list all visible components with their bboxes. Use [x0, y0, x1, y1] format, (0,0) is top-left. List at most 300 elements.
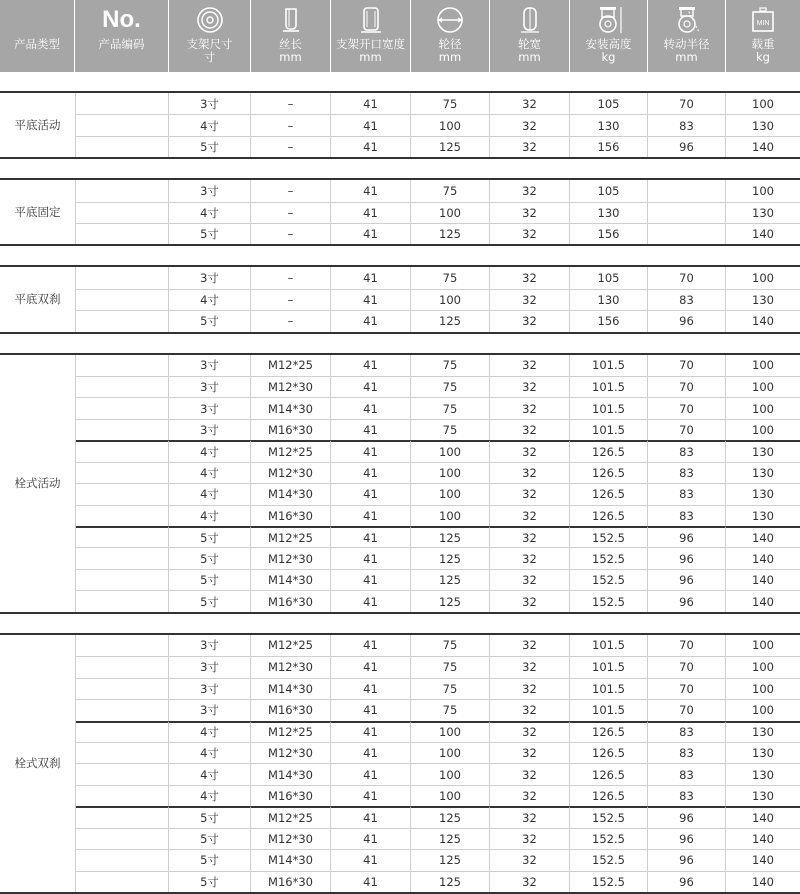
cell-code: [75, 180, 169, 201]
cell-mount-height: 126.5: [570, 483, 648, 504]
cell-wheel-diameter: 125: [411, 526, 490, 547]
cell-wheel-width: 32: [490, 547, 570, 568]
cell-wheel-width: 32: [490, 505, 570, 526]
cell-bracket-width: 41: [331, 871, 411, 892]
cell-load: 140: [726, 849, 800, 870]
cell-bracket-width: 41: [331, 721, 411, 742]
cell-wheel-diameter: 75: [411, 678, 490, 699]
cell-size: 5寸: [169, 871, 251, 892]
cell-screw-length: M14*30: [251, 678, 331, 699]
cell-swivel-radius: 70: [648, 93, 726, 114]
group-name: 平底固定: [0, 180, 76, 244]
cell-mount-height: 126.5: [570, 721, 648, 742]
cell-load: 100: [752, 638, 774, 653]
cell-wheel-width: 32: [490, 699, 570, 720]
cell-wheel-width: 32: [490, 590, 570, 611]
cell-load: 130: [726, 763, 800, 784]
cell-wheel-width: 32: [490, 180, 570, 201]
header-label: 转动半径: [663, 37, 710, 51]
cell-mount-height: 152.5: [570, 547, 648, 568]
cell-load: 140: [726, 806, 800, 827]
cell-bracket-width: 41: [331, 635, 411, 656]
cell-code: [75, 590, 169, 611]
cell-code: [75, 721, 169, 742]
cell-screw-length: –: [251, 267, 331, 288]
cell-wheel-diameter: 75: [411, 376, 490, 397]
cell-load: 140: [726, 828, 800, 849]
group-name: 平底双刹: [0, 267, 76, 331]
cell-size: 4寸: [169, 462, 251, 483]
cell-wheel-diameter: 100: [411, 114, 490, 135]
cell-mount-height: 152.5: [570, 806, 648, 827]
cell-screw-length: M12*30: [251, 547, 331, 568]
header-col-radius: [648, 0, 726, 72]
cell-bracket-width: 41: [331, 806, 411, 827]
cell-code: [75, 849, 169, 870]
cell-bracket-width: 41: [331, 590, 411, 611]
cell-screw-length: M12*25: [251, 806, 331, 827]
cell-mount-height: 126.5: [570, 742, 648, 763]
cell-wheel-width: 32: [490, 223, 570, 244]
header-unit: mm: [438, 50, 462, 64]
cell-bracket-width: 41: [331, 462, 411, 483]
cell-bracket-width: 41: [331, 785, 411, 806]
header-col-bracket: [331, 0, 411, 72]
table-row: [0, 785, 800, 806]
cell-wheel-width: 32: [490, 310, 570, 331]
cell-load: 100: [726, 656, 800, 677]
cell-screw-length: M12*30: [251, 742, 331, 763]
cell-wheel-width: 32: [490, 742, 570, 763]
table-row: [0, 742, 800, 763]
no-logo: No.: [102, 6, 141, 33]
cell-load: 130: [726, 505, 800, 526]
cell-bracket-width: 41: [331, 310, 411, 331]
cell-wheel-diameter: 75: [411, 355, 490, 376]
header-label: 安装高度: [585, 37, 632, 51]
cell-load: 130: [726, 202, 800, 223]
table-row: [0, 397, 800, 418]
cell-size: 3寸: [169, 397, 251, 418]
cell-wheel-diameter: 100: [411, 440, 490, 461]
cell-screw-length: –: [251, 310, 331, 331]
cell-wheel-diameter: 100: [411, 289, 490, 310]
cell-bracket-width: 41: [331, 267, 411, 288]
header-col-screw: [251, 0, 331, 72]
cell-size: 3寸: [169, 656, 251, 677]
cell-wheel-width: 32: [490, 114, 570, 135]
header-unit: mm: [675, 50, 698, 64]
cell-load: 140: [726, 871, 800, 892]
cell-mount-height: 101.5: [570, 376, 648, 397]
cell-mount-height: 126.5: [570, 462, 648, 483]
cell-size: 4寸: [169, 114, 251, 135]
cell-mount-height: 152.5: [570, 849, 648, 870]
cell-bracket-width: 41: [331, 763, 411, 784]
cell-bracket-width: 41: [331, 419, 411, 440]
cell-mount-height: 152.5: [570, 526, 648, 547]
cell-code: [75, 355, 169, 376]
cell-swivel-radius: 83: [648, 483, 726, 504]
cell-screw-length: M16*30: [251, 785, 331, 806]
header-col-size: [169, 0, 251, 72]
cell-wheel-width: 32: [490, 806, 570, 827]
table-header: [0, 0, 800, 72]
table-row: [0, 635, 800, 656]
cell-load: 130: [726, 440, 800, 461]
cell-size: 4寸: [169, 483, 251, 504]
cell-code: [75, 656, 169, 677]
cell-load: 140: [726, 136, 800, 157]
cell-wheel-width: 32: [490, 656, 570, 677]
cell-load: 100: [726, 699, 800, 720]
cell-swivel-radius: 70: [648, 699, 726, 720]
table-row: [0, 440, 800, 461]
cell-wheel-diameter: 75: [411, 635, 490, 656]
table-row: [0, 505, 800, 526]
table-row: [0, 526, 800, 547]
cell-size: 3寸: [169, 93, 251, 114]
cell-swivel-radius: 83: [648, 440, 726, 461]
cell-load: 100: [726, 376, 800, 397]
cell-swivel-radius: 96: [648, 849, 726, 870]
cell-wheel-width: 32: [490, 93, 570, 114]
cell-swivel-radius: 96: [648, 526, 726, 547]
cell-mount-height: 152.5: [570, 828, 648, 849]
product-group: [0, 265, 800, 333]
cell-size: 5寸: [169, 806, 251, 827]
product-group: [0, 633, 800, 894]
cell-screw-length: M12*25: [251, 526, 331, 547]
table-row: [0, 721, 800, 742]
table-row: [0, 547, 800, 568]
cell-code: [75, 547, 169, 568]
cell-mount-height: 130: [570, 114, 648, 135]
cell-code: [75, 114, 169, 135]
cell-screw-length: M16*30: [251, 419, 331, 440]
cell-screw-length: M14*30: [251, 397, 331, 418]
cell-size: 5寸: [169, 223, 251, 244]
cell-wheel-width: 32: [490, 526, 570, 547]
cell-load: 100: [726, 419, 800, 440]
cell-bracket-width: 41: [331, 828, 411, 849]
cell-code: [75, 440, 169, 461]
table-row: [0, 136, 800, 157]
cell-load: 130: [726, 721, 800, 742]
cell-bracket-width: 41: [331, 656, 411, 677]
cell-mount-height: 101.5: [570, 699, 648, 720]
cell-screw-length: M14*30: [251, 569, 331, 590]
cell-wheel-width: 32: [490, 376, 570, 397]
cell-code: [75, 462, 169, 483]
cell-swivel-radius: 96: [648, 547, 726, 568]
cell-size: 3寸: [169, 699, 251, 720]
cell-load: 100: [726, 678, 800, 699]
table-row: [0, 114, 800, 135]
cell-screw-length: M12*30: [251, 376, 331, 397]
cell-wheel-diameter: 75: [411, 419, 490, 440]
cell-swivel-radius: 83: [648, 742, 726, 763]
cell-swivel-radius: 83: [648, 289, 726, 310]
cell-load: 140: [726, 569, 800, 590]
cell-screw-length: –: [251, 180, 331, 201]
cell-swivel-radius: 96: [648, 569, 726, 590]
cell-size: 4寸: [169, 289, 251, 310]
cell-swivel-radius: 70: [648, 397, 726, 418]
cell-size: 3寸: [169, 355, 251, 376]
table-row: [0, 462, 800, 483]
group-spacer: [0, 72, 800, 91]
group-name: 栓式双刹: [0, 635, 76, 892]
table-row: [0, 590, 800, 611]
cell-swivel-radius: 70: [648, 355, 726, 376]
cell-size: 5寸: [169, 136, 251, 157]
header-label: 丝长: [279, 37, 302, 51]
cell-swivel-radius: 70: [648, 656, 726, 677]
cell-wheel-width: 32: [490, 635, 570, 656]
cell-screw-length: M12*30: [251, 828, 331, 849]
cell-code: [75, 397, 169, 418]
product-group: [0, 91, 800, 159]
cell-load: 130: [726, 462, 800, 483]
cell-size: 3寸: [169, 267, 251, 288]
cell-swivel-radius: 96: [648, 590, 726, 611]
cell-mount-height: 105: [570, 93, 648, 114]
cell-swivel-radius: 83: [648, 505, 726, 526]
cell-load: 130: [726, 785, 800, 806]
cell-wheel-diameter: 75: [411, 699, 490, 720]
cell-bracket-width: 41: [331, 180, 411, 201]
cell-screw-length: M14*30: [251, 849, 331, 870]
cell-size: 3寸: [169, 678, 251, 699]
cell-wheel-width: 32: [490, 678, 570, 699]
cell-screw-length: M12*25: [251, 355, 331, 376]
cell-screw-length: –: [251, 289, 331, 310]
cell-mount-height: 152.5: [570, 871, 648, 892]
cell-mount-height: 152.5: [570, 590, 648, 611]
cell-bracket-width: 41: [331, 526, 411, 547]
cell-wheel-width: 32: [490, 289, 570, 310]
cell-swivel-radius: [648, 223, 726, 244]
group-spacer: [0, 334, 800, 353]
cell-mount-height: 101.5: [570, 355, 648, 376]
cell-load: 140: [726, 526, 800, 547]
cell-swivel-radius: 70: [648, 267, 726, 288]
cell-size: 3寸: [169, 635, 251, 656]
cell-code: [75, 635, 169, 656]
cell-wheel-diameter: 75: [411, 656, 490, 677]
table-row: [0, 355, 800, 376]
table-body: [0, 72, 800, 894]
table-row: [0, 310, 800, 331]
cell-size: 5寸: [169, 526, 251, 547]
cell-wheel-diameter: 125: [411, 223, 490, 244]
cell-wheel-width: 32: [490, 440, 570, 461]
table-row: [0, 656, 800, 677]
cell-size: 4寸: [169, 505, 251, 526]
cell-bracket-width: 41: [331, 699, 411, 720]
cell-swivel-radius: 96: [648, 310, 726, 331]
cell-swivel-radius: 83: [648, 721, 726, 742]
cell-wheel-diameter: 125: [411, 310, 490, 331]
cell-screw-length: –: [251, 114, 331, 135]
group-name: 平底活动: [0, 93, 76, 157]
cell-code: [75, 483, 169, 504]
cell-bracket-width: 41: [331, 114, 411, 135]
cell-wheel-diameter: 100: [411, 785, 490, 806]
header-col-load: [726, 0, 800, 72]
cell-code: [75, 699, 169, 720]
cell-wheel-diameter: 125: [411, 547, 490, 568]
cell-mount-height: 126.5: [570, 763, 648, 784]
cell-size: 5寸: [169, 310, 251, 331]
cell-swivel-radius: 70: [648, 376, 726, 397]
cell-wheel-diameter: 100: [411, 462, 490, 483]
table-row: [0, 289, 800, 310]
cell-code: [75, 785, 169, 806]
cell-size: 5寸: [169, 569, 251, 590]
cell-code: [75, 742, 169, 763]
cell-bracket-width: 41: [331, 547, 411, 568]
cell-size: 3寸: [169, 376, 251, 397]
cell-load: 130: [726, 289, 800, 310]
cell-bracket-width: 41: [331, 93, 411, 114]
table-row: [0, 763, 800, 784]
header-unit: kg: [601, 50, 616, 64]
cell-load: 130: [726, 742, 800, 763]
cell-wheel-diameter: 75: [411, 397, 490, 418]
group-spacer: [0, 159, 800, 178]
cell-wheel-width: 32: [490, 202, 570, 223]
cell-wheel-width: 32: [490, 483, 570, 504]
cell-code: [75, 93, 169, 114]
cell-wheel-diameter: 125: [411, 136, 490, 157]
wheel-width-icon: [490, 5, 569, 35]
cell-screw-length: –: [251, 223, 331, 244]
header-col-type: [0, 0, 75, 72]
table-row: [0, 828, 800, 849]
cell-mount-height: 126.5: [570, 440, 648, 461]
cell-screw-length: M12*25: [251, 721, 331, 742]
cell-mount-height: 101.5: [570, 678, 648, 699]
cell-swivel-radius: 96: [648, 871, 726, 892]
cell-mount-height: 130: [570, 289, 648, 310]
table-row: [0, 180, 800, 201]
cell-code: [75, 202, 169, 223]
header-col-code: [75, 0, 169, 72]
cell-bracket-width: 41: [331, 223, 411, 244]
cell-bracket-width: 41: [331, 505, 411, 526]
cell-wheel-diameter: 125: [411, 828, 490, 849]
cell-wheel-width: 32: [490, 763, 570, 784]
header-label: 支架开口宽度: [336, 37, 405, 51]
cell-bracket-width: 41: [331, 355, 411, 376]
cell-code: [75, 505, 169, 526]
cell-code: [75, 136, 169, 157]
group-spacer: [0, 246, 800, 265]
cell-code: [75, 806, 169, 827]
cell-swivel-radius: 96: [648, 806, 726, 827]
cell-size: 5寸: [169, 547, 251, 568]
cell-screw-length: M16*30: [251, 505, 331, 526]
cell-wheel-diameter: 125: [411, 871, 490, 892]
cell-swivel-radius: 70: [648, 678, 726, 699]
cell-load: 100: [726, 397, 800, 418]
cell-swivel-radius: 70: [648, 419, 726, 440]
screw-stem-icon: [251, 5, 330, 35]
cell-size: 4寸: [169, 440, 251, 461]
table-row: [0, 569, 800, 590]
cell-mount-height: 126.5: [570, 505, 648, 526]
cell-size: 3寸: [169, 419, 251, 440]
header-unit: mm: [359, 50, 382, 64]
cell-wheel-width: 32: [490, 785, 570, 806]
cell-screw-length: M16*30: [251, 699, 331, 720]
cell-wheel-diameter: 125: [411, 849, 490, 870]
cell-bracket-width: 41: [331, 289, 411, 310]
table-row: [0, 483, 800, 504]
header-label: 轮径: [438, 37, 462, 51]
cell-screw-length: M16*30: [251, 871, 331, 892]
table-row: [0, 93, 800, 114]
cell-load: 140: [726, 590, 800, 611]
cell-screw-length: M12*25: [251, 440, 331, 461]
cell-wheel-width: 32: [490, 462, 570, 483]
cell-bracket-width: 41: [331, 849, 411, 870]
cell-bracket-width: 41: [331, 742, 411, 763]
cell-mount-height: 101.5: [570, 656, 648, 677]
cell-swivel-radius: 83: [648, 763, 726, 784]
cell-size: 3寸: [169, 180, 251, 201]
cell-wheel-diameter: 100: [411, 742, 490, 763]
header-label: 载重: [751, 37, 775, 51]
cell-size: 4寸: [169, 785, 251, 806]
table-row: [0, 267, 800, 288]
cell-mount-height: 126.5: [570, 785, 648, 806]
cell-code: [75, 569, 169, 590]
cell-size: 4寸: [169, 721, 251, 742]
cell-wheel-width: 32: [490, 828, 570, 849]
table-row: [0, 806, 800, 827]
header-label: 支架尺寸: [186, 37, 233, 51]
cell-wheel-diameter: 100: [411, 505, 490, 526]
cell-mount-height: 105: [570, 180, 648, 201]
cell-screw-length: M14*30: [251, 763, 331, 784]
cell-swivel-radius: [648, 202, 726, 223]
cell-code: [75, 223, 169, 244]
table-row: [0, 849, 800, 870]
cell-swivel-radius: 83: [648, 462, 726, 483]
cell-wheel-width: 32: [490, 721, 570, 742]
cell-bracket-width: 41: [331, 136, 411, 157]
cell-wheel-width: 32: [490, 397, 570, 418]
cell-mount-height: 101.5: [570, 397, 648, 418]
cell-size: 4寸: [169, 763, 251, 784]
cell-mount-height: 156: [570, 310, 648, 331]
cell-screw-length: M16*30: [251, 590, 331, 611]
cell-wheel-diameter: 75: [411, 93, 490, 114]
cell-screw-length: M12*30: [251, 656, 331, 677]
table-row: [0, 678, 800, 699]
cell-wheel-diameter: 100: [411, 483, 490, 504]
cell-bracket-width: 41: [331, 202, 411, 223]
wheel-diameter-icon: [411, 5, 489, 35]
cell-wheel-width: 32: [490, 267, 570, 288]
weight-icon-text: MIN: [756, 20, 770, 27]
mount-height-icon: [570, 5, 647, 35]
cell-load: 130: [726, 483, 800, 504]
cell-load: 140: [726, 223, 800, 244]
